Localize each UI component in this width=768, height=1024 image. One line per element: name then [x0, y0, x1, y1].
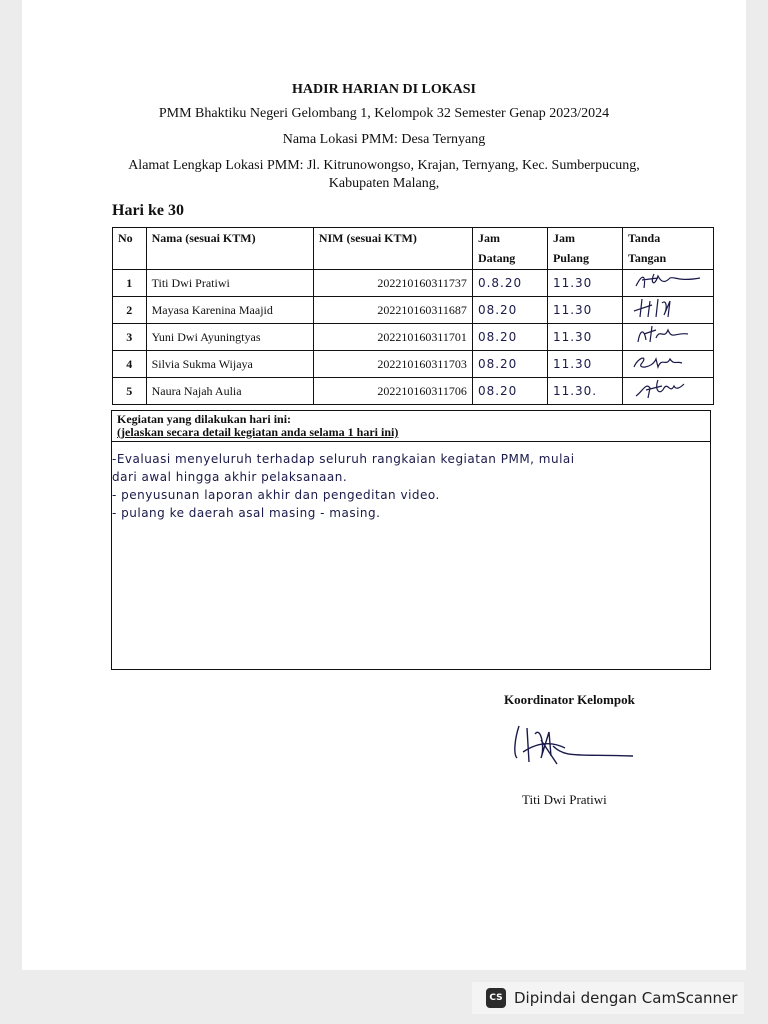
activity-line: dari awal hingga akhir pelaksanaan.	[112, 470, 348, 484]
row-jam-datang: 08.20	[472, 297, 547, 324]
row-no: 1	[113, 270, 147, 297]
row-jam-datang: 08.20	[472, 378, 547, 405]
program-line: PMM Bhaktiku Negeri Gelombang 1, Kelompok 32 Semester Genap 2023/2024	[158, 106, 610, 121]
col-jam-pulang: Jam Pulang	[547, 228, 622, 270]
row-jam-datang: 0.8.20	[472, 270, 547, 297]
row-nim: 202210160311687	[313, 297, 472, 324]
signature	[622, 378, 713, 405]
activity-notes	[112, 442, 710, 522]
col-name: Nama (sesuai KTM)	[146, 228, 313, 270]
coordinator-signature	[505, 718, 635, 781]
row-nim: 202210160311737	[313, 270, 472, 297]
table-row	[113, 270, 714, 297]
camscanner-watermark	[472, 982, 744, 1014]
table-row	[113, 297, 714, 324]
signature	[622, 270, 713, 297]
table-row	[113, 351, 714, 378]
activity-header	[112, 411, 710, 442]
document-title: HADIR HARIAN DI LOKASI	[292, 82, 476, 97]
col-no: No	[113, 228, 147, 270]
coordinator-label: Koordinator Kelompok	[504, 692, 635, 707]
row-name: Naura Najah Aulia	[146, 378, 313, 405]
activity-box	[111, 410, 711, 670]
attendance-table	[112, 227, 714, 405]
row-jam-pulang: 11.30	[547, 270, 622, 297]
table-header-row	[113, 228, 714, 270]
coordinator-name: Titi Dwi Pratiwi	[522, 792, 607, 807]
table-row	[113, 378, 714, 405]
row-name: Silvia Sukma Wijaya	[146, 351, 313, 378]
watermark-text: Dipindai dengan CamScanner	[514, 989, 738, 1007]
signature	[622, 324, 713, 351]
row-jam-pulang: 11.30	[547, 351, 622, 378]
col-nim: NIM (sesuai KTM)	[313, 228, 472, 270]
row-nim: 202210160311701	[313, 324, 472, 351]
activity-subheading: (jelaskan secara detail kegiatan anda selama 1 hari ini)	[117, 425, 399, 439]
row-no: 3	[113, 324, 147, 351]
row-nim: 202210160311706	[313, 378, 472, 405]
row-name: Mayasa Karenina Maajid	[146, 297, 313, 324]
location-name: Nama Lokasi PMM: Desa Ternyang	[282, 132, 486, 147]
table-row	[113, 324, 714, 351]
row-no: 5	[113, 378, 147, 405]
address-line: Alamat Lengkap Lokasi PMM: Jl. Kitrunowongso, Krajan, Ternyang, Kec. Sumberpucung,	[128, 158, 640, 173]
col-tanda-tangan: Tanda Tangan	[622, 228, 713, 270]
activity-line: -Evaluasi menyeluruh terhadap seluruh rangkaian kegiatan PMM, mulai	[112, 452, 575, 466]
address-line-2: Kabupaten Malang,	[328, 176, 440, 191]
row-nim: 202210160311703	[313, 351, 472, 378]
row-jam-pulang: 11.30	[547, 297, 622, 324]
signature	[622, 351, 713, 378]
row-no: 2	[113, 297, 147, 324]
row-name: Titi Dwi Pratiwi	[146, 270, 313, 297]
camscanner-logo-icon: CS	[486, 988, 506, 1008]
row-no: 4	[113, 351, 147, 378]
activity-line: - pulang ke daerah asal masing - masing.	[112, 506, 381, 520]
activity-heading: Kegiatan yang dilakukan hari ini:	[117, 412, 292, 426]
row-jam-datang: 08.20	[472, 324, 547, 351]
row-jam-pulang: 11.30	[547, 324, 622, 351]
row-name: Yuni Dwi Ayuningtyas	[146, 324, 313, 351]
day-label: Hari ke 30	[112, 202, 184, 219]
row-jam-pulang: 11.30.	[547, 378, 622, 405]
activity-line: - penyusunan laporan akhir dan pengeditan video.	[112, 488, 440, 502]
col-jam-datang: Jam Datang	[472, 228, 547, 270]
signature	[622, 297, 713, 324]
row-jam-datang: 08.20	[472, 351, 547, 378]
